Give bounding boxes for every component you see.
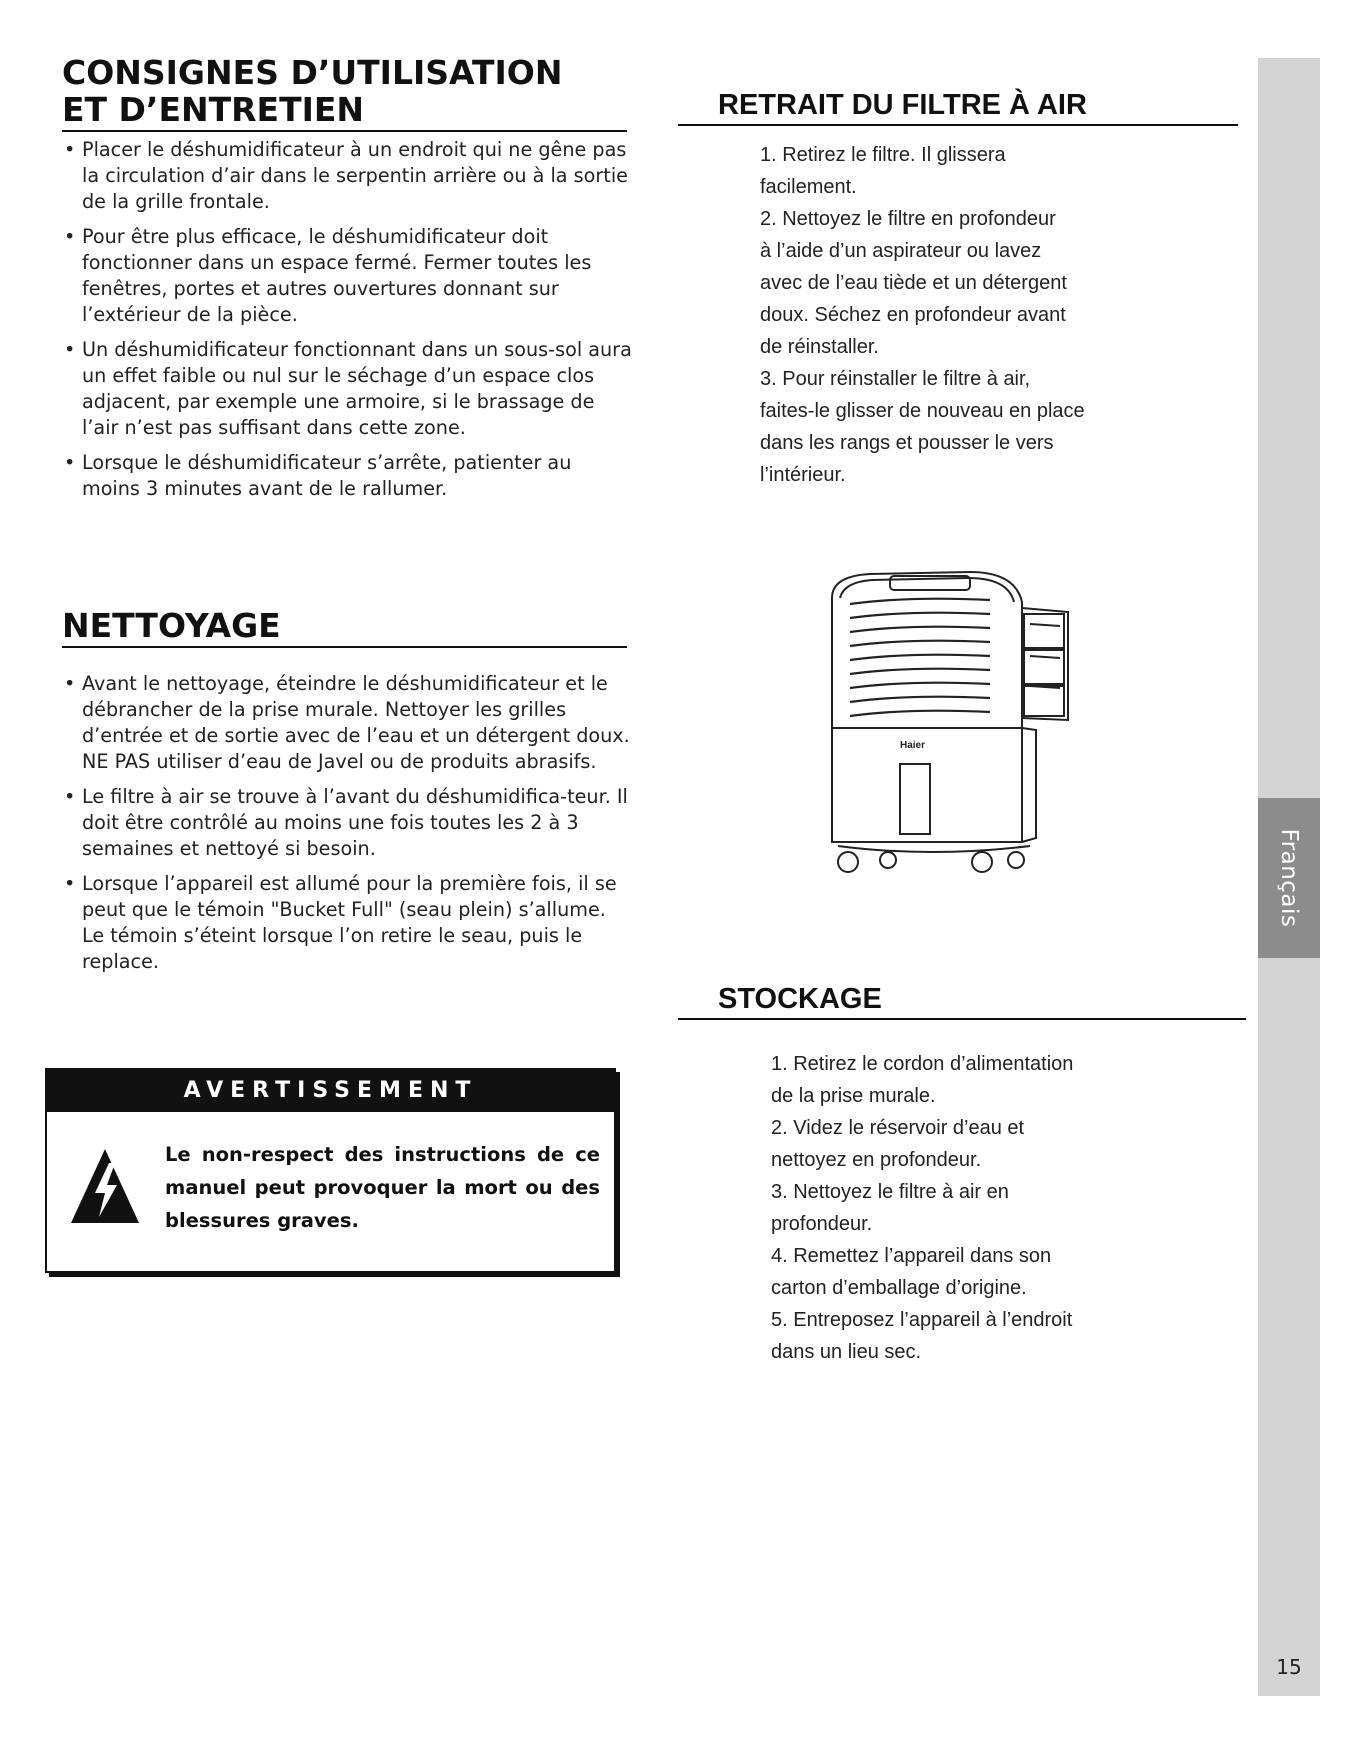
section-title-line-2: ET D’ENTRETIEN bbox=[62, 90, 365, 129]
usage-bullet-list bbox=[62, 137, 634, 511]
step-line: de la prise murale. bbox=[771, 1085, 936, 1107]
step-line: 1. Retirez le cordon d’alimentation bbox=[771, 1053, 1074, 1075]
warning-box bbox=[45, 1068, 616, 1273]
step-line: dans un lieu sec. bbox=[771, 1341, 922, 1363]
step-line: carton d’emballage d’origine. bbox=[771, 1277, 1027, 1299]
section-title-filter: RETRAIT DU FILTRE À AIR bbox=[678, 88, 1238, 126]
cleaning-bullet-list bbox=[62, 671, 634, 984]
step-line: doux. Séchez en profondeur avant bbox=[760, 304, 1066, 326]
step-line: 3. Nettoyez le filtre à air en bbox=[771, 1181, 1009, 1203]
section-title-usage bbox=[62, 54, 627, 132]
step-line: avec de l’eau tiède et un détergent bbox=[760, 272, 1067, 294]
step-line: dans les rangs et pousser le vers bbox=[760, 432, 1054, 454]
list-item: • Placer le déshumidificateur à un endroit qui ne gêne pas la circulation d’air dans le serpentin arrière ou à la sortie de la grille frontale. bbox=[62, 137, 634, 215]
list-item: • Lorsque le déshumidificateur s’arrête, patienter au moins 3 minutes avant de le rallumer. bbox=[62, 450, 634, 502]
step-line: 2. Videz le réservoir d’eau et bbox=[771, 1117, 1025, 1139]
filter-steps bbox=[760, 139, 1160, 491]
language-tab[interactable] bbox=[1258, 798, 1320, 958]
step-line: 2. Nettoyez le filtre en profondeur bbox=[760, 208, 1056, 230]
storage-steps bbox=[771, 1048, 1191, 1368]
list-item: • Pour être plus efficace, le déshumidificateur doit fonctionner dans un espace fermé. Fermer toutes les fenêtres, portes et autres ouvertures donnant sur l’extérieur de la pièce. bbox=[62, 224, 634, 328]
warning-header: AVERTISSEMENT bbox=[47, 1070, 614, 1112]
dehumidifier-illustration bbox=[810, 568, 1080, 892]
warning-text: Le non-respect des instructions de ce manuel peut provoquer la mort ou des blessures graves. bbox=[165, 1143, 600, 1232]
brand-logo-text: Haier bbox=[900, 740, 926, 751]
step-line: 3. Pour réinstaller le filtre à air, bbox=[760, 368, 1031, 390]
electric-shock-warning-icon bbox=[69, 1147, 141, 1229]
list-item: • Lorsque l’appareil est allumé pour la première fois, il se peut que le témoin "Bucket Full" (seau plein) s’allume. Le témoin s’éteint lorsque l’on retire le seau, puis le replace. bbox=[62, 871, 634, 975]
section-title-line-1: CONSIGNES D’UTILISATION bbox=[62, 53, 563, 92]
section-title-cleaning: NETTOYAGE bbox=[62, 607, 627, 648]
step-line: 1. Retirez le filtre. Il glissera bbox=[760, 144, 1006, 166]
list-item: • Un déshumidificateur fonctionnant dans un sous-sol aura un effet faible ou nul sur le séchage d’un espace clos adjacent, par exemple une armoire, si le brassage de l’air n’est pas suffisant dans cette zone. bbox=[62, 337, 634, 441]
step-line: nettoyez en profondeur. bbox=[771, 1149, 982, 1171]
step-line: de réinstaller. bbox=[760, 336, 879, 358]
step-line: facilement. bbox=[760, 176, 857, 198]
list-item: • Le filtre à air se trouve à l’avant du déshumidifica-teur. Il doit être contrôlé au moins une fois toutes les 2 à 3 semaines et nettoyé si besoin. bbox=[62, 784, 634, 862]
list-item: • Avant le nettoyage, éteindre le déshumidificateur et le débrancher de la prise murale. Nettoyer les grilles d’entrée et de sortie avec de l’eau et un détergent doux. NE PAS utiliser d’eau de Javel ou de produits abrasifs. bbox=[62, 671, 634, 775]
step-line: profondeur. bbox=[771, 1213, 873, 1235]
step-line: l’intérieur. bbox=[760, 464, 846, 486]
section-title-storage: STOCKAGE bbox=[678, 982, 1246, 1020]
page-number: 15 bbox=[1276, 1655, 1302, 1679]
step-line: 5. Entreposez l’appareil à l’endroit bbox=[771, 1309, 1073, 1331]
step-line: faites-le glisser de nouveau en place bbox=[760, 400, 1085, 422]
step-line: à l’aide d’un aspirateur ou lavez bbox=[760, 240, 1042, 262]
language-label: Français bbox=[1276, 828, 1302, 928]
step-line: 4. Remettez l’appareil dans son bbox=[771, 1245, 1052, 1267]
